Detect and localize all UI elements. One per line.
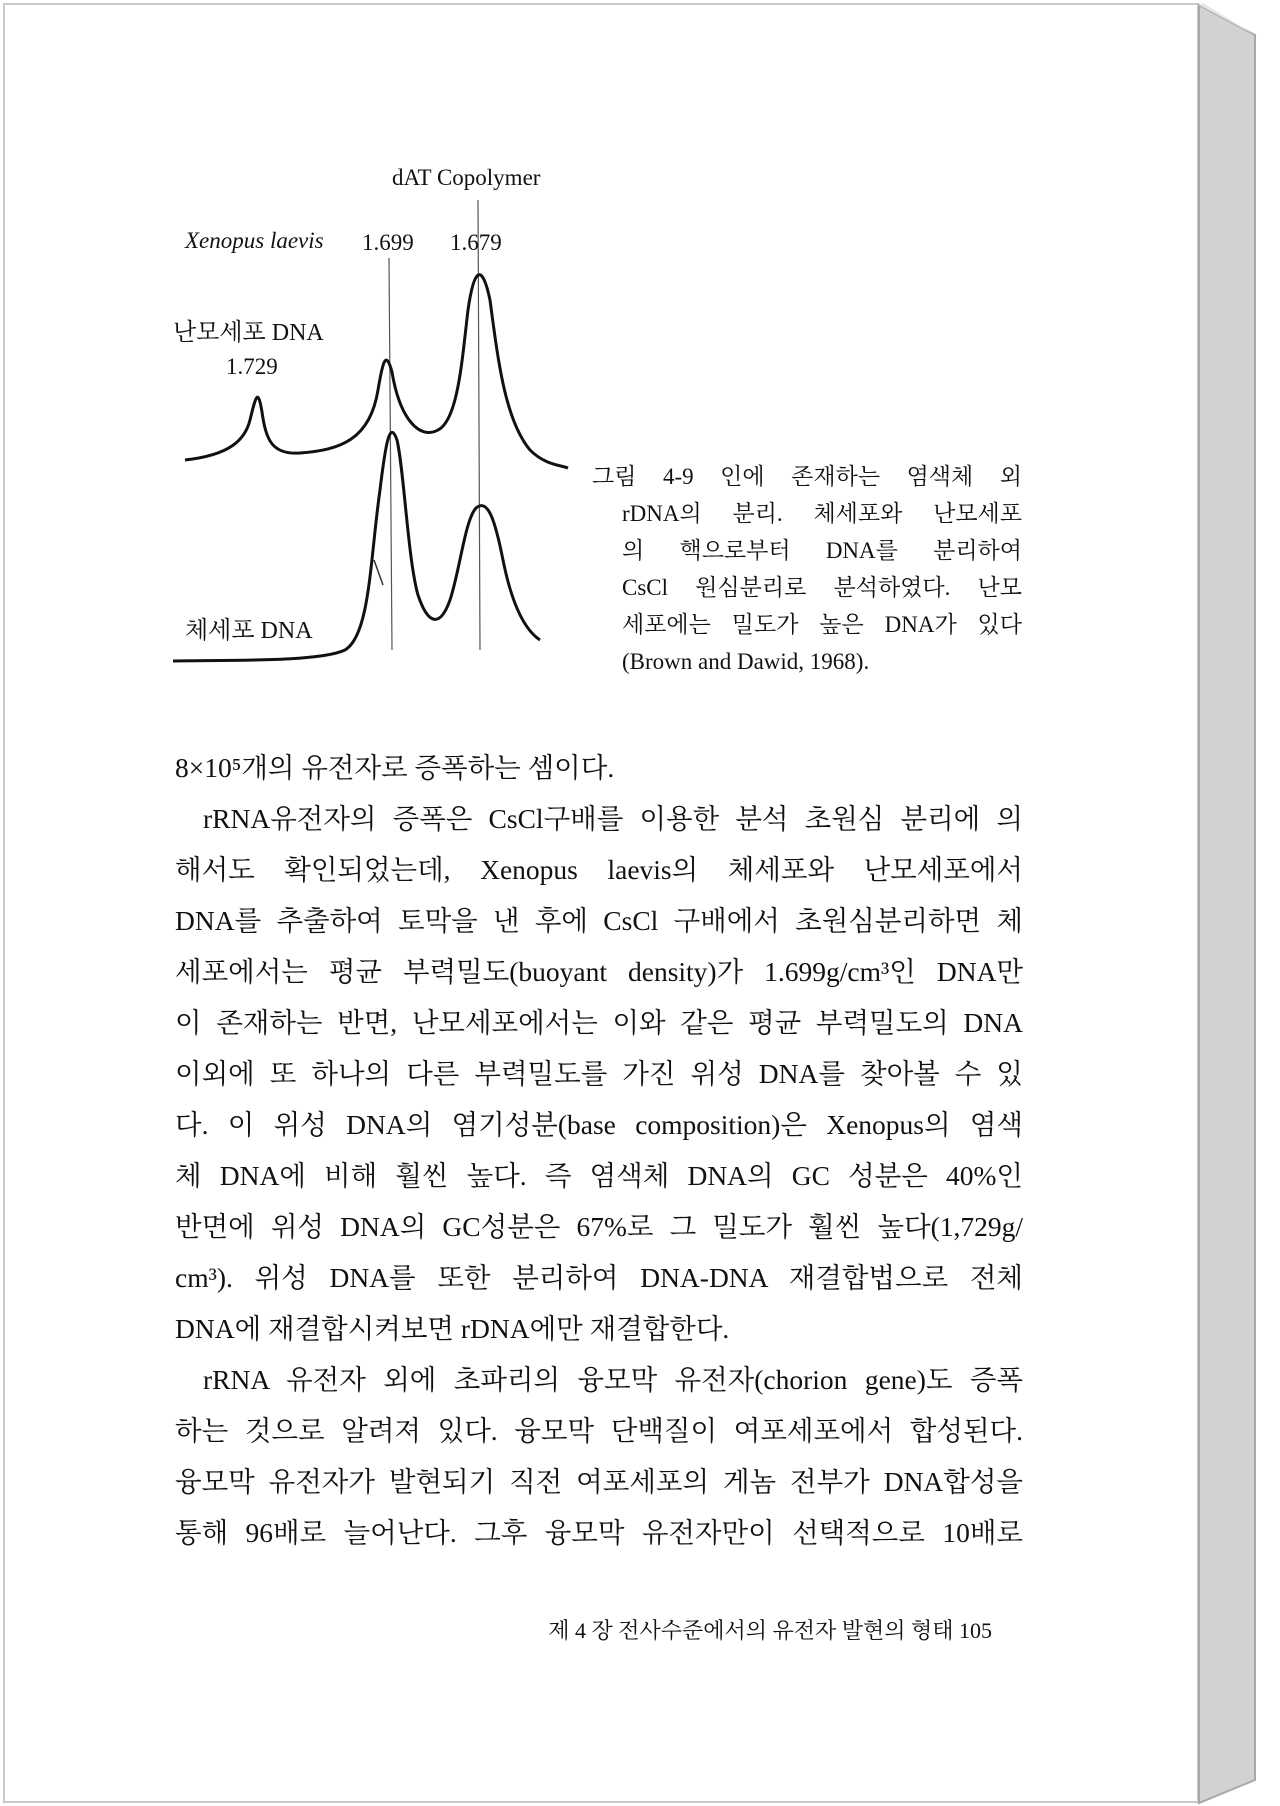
body-line: 해서도 확인되었는데, Xenopus laevis의 체세포와 난모세포에서 [175, 854, 1023, 885]
body-line: 이외에 또 하나의 다른 부력밀도를 가진 위성 DNA를 찾아볼 수 있 [175, 1058, 1023, 1089]
body-line: 통해 96배로 늘어난다. 그후 융모막 유전자만이 선택적으로 10배로 [175, 1517, 1023, 1548]
shoulder-mark [374, 560, 383, 585]
caption-line: 세포에는 밀도가 높은 DNA가 있다 [622, 612, 1022, 637]
body-line: 반면에 위성 DNA의 GC성분은 67%로 그 밀도가 훨씬 높다(1,729g/ [175, 1211, 1023, 1242]
peak-1679-label: 1.679 [450, 230, 502, 255]
peak-1729-label: 1.729 [226, 354, 278, 379]
body-line: rRNA유전자의 증폭은 CsCl구배를 이용한 분석 초원심 분리에 의 [203, 803, 1023, 834]
reference-line-1679 [478, 200, 480, 650]
body-line: 다. 이 위성 DNA의 염기성분(base composition)은 Xenopus의 염색 [175, 1109, 1023, 1140]
reference-line-1699 [389, 258, 392, 650]
body-line: rRNA 유전자 외에 초파리의 융모막 유전자(chorion gene)도 증폭 [203, 1364, 1023, 1395]
oocyte-dna-label: 난모세포 DNA [173, 320, 324, 346]
body-line: DNA를 추출하여 토막을 낸 후에 CsCl 구배에서 초원심분리하면 체 [175, 905, 1023, 936]
body-line: 세포에서는 평균 부력밀도(buoyant density)가 1.699g/cm³인 DNA만 [175, 956, 1023, 987]
body-line: 8×10⁵개의 유전자로 증폭하는 셈이다. [175, 752, 615, 783]
caption-line: 의 핵으로부터 DNA를 분리하여 [622, 538, 1022, 563]
body-line: 하는 것으로 알려져 있다. 융모막 단백질이 여포세포에서 합성된다. [175, 1415, 1023, 1446]
page-footer: 제 4 장 전사수준에서의 유전자 발현의 형태 105 [548, 1618, 992, 1643]
body-line: 이 존재하는 반면, 난모세포에서는 이와 같은 평균 부력밀도의 DNA [175, 1007, 1023, 1038]
peak-1699-label: 1.699 [362, 230, 414, 255]
body-line: cm³). 위성 DNA를 또한 분리하여 DNA-DNA 재결합법으로 전체 [175, 1262, 1023, 1293]
body-text [175, 742, 1023, 1558]
caption-line: 그림 4-9 인에 존재하는 염색체 외 [592, 464, 1022, 489]
somatic-dna-label: 체세포 DNA [185, 618, 313, 644]
body-line: 융모막 유전자가 발현되기 직전 여포세포의 게놈 전부가 DNA합성을 [175, 1466, 1023, 1497]
dat-copolymer-label: dAT Copolymer [392, 165, 541, 190]
figure-caption [592, 458, 1022, 680]
body-line: DNA에 재결합시켜보면 rDNA에만 재결합한다. [175, 1313, 730, 1344]
caption-line: CsCl 원심분리로 분석하였다. 난모 [622, 575, 1022, 600]
body-line: 체 DNA에 비해 훨씬 높다. 즉 염색체 DNA의 GC 성분은 40%인 [175, 1160, 1023, 1191]
caption-line: (Brown and Dawid, 1968). [622, 649, 870, 674]
caption-line: rDNA의 분리. 체세포와 난모세포 [622, 501, 1022, 526]
species-label: Xenopus laevis [185, 228, 324, 253]
